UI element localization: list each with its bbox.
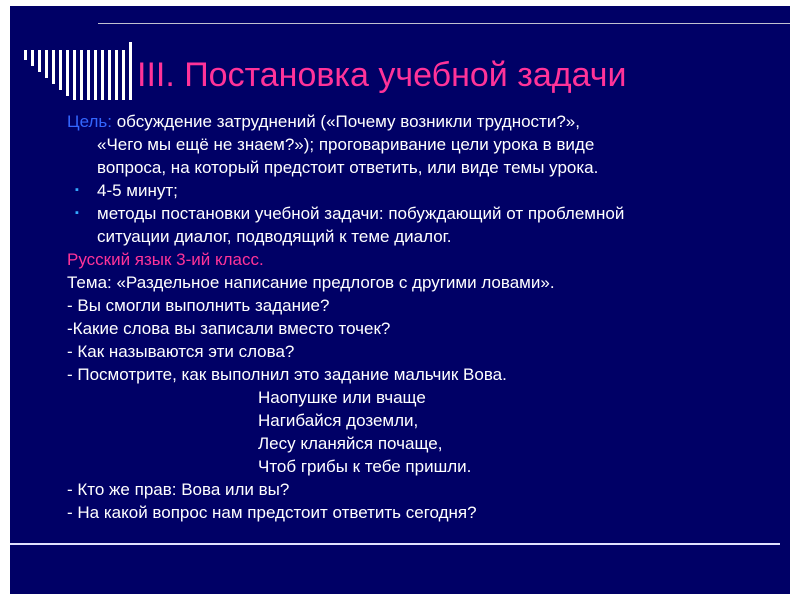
closing-question: - Кто же прав: Вова или вы?	[67, 480, 290, 499]
decorative-stripes	[24, 42, 144, 100]
question-line: -Какие слова вы записали вместо точек?	[67, 319, 391, 338]
slide	[10, 6, 790, 594]
square-bullet-icon: ▪	[75, 207, 79, 219]
bullet-text-continued: ситуации диалог, подводящий к теме диалог.	[97, 227, 452, 246]
goal-text-3: вопроса, на который предстоит ответить, или виде темы урока.	[97, 158, 599, 177]
bottom-divider-line	[10, 543, 780, 545]
top-divider-line	[98, 23, 790, 24]
goal-line	[67, 110, 789, 133]
bullet-item-duration	[67, 179, 789, 202]
question-line: - Как называются эти слова?	[67, 342, 295, 361]
topic-line: Тема: «Раздельное написание предлогов с другими ловами».	[67, 273, 555, 292]
poem-line: Нагибайся доземли,	[258, 411, 419, 430]
goal-label: Цель:	[67, 112, 112, 131]
question-line: - Вы смогли выполнить задание?	[67, 296, 330, 315]
class-line: Русский язык 3-ий класс.	[67, 250, 264, 269]
poem-line: Лесу кланяйся почаще,	[258, 434, 443, 453]
bullet-item-methods	[67, 202, 789, 248]
goal-text-2: «Чего мы ещё не знаем?»); проговаривание цели урока в виде	[97, 135, 595, 154]
bullet-text: 4-5 минут;	[97, 181, 178, 200]
question-line: - Посмотрите, как выполнил это задание мальчик Вова.	[67, 365, 507, 384]
goal-text-1: обсуждение затруднений («Почему возникли трудности?»,	[111, 112, 580, 131]
closing-question: - На какой вопрос нам предстоит ответить сегодня?	[67, 503, 477, 522]
poem-line: Чтоб грибы к тебе пришли.	[258, 457, 472, 476]
slide-body	[67, 110, 789, 524]
poem-line: Наопушке или вчаще	[258, 388, 426, 407]
slide-title: III. Постановка учебной задачи	[137, 56, 627, 94]
square-bullet-icon: ▪	[75, 184, 79, 196]
bullet-text: методы постановки учебной задачи: побуждающий от проблемной	[97, 204, 625, 223]
